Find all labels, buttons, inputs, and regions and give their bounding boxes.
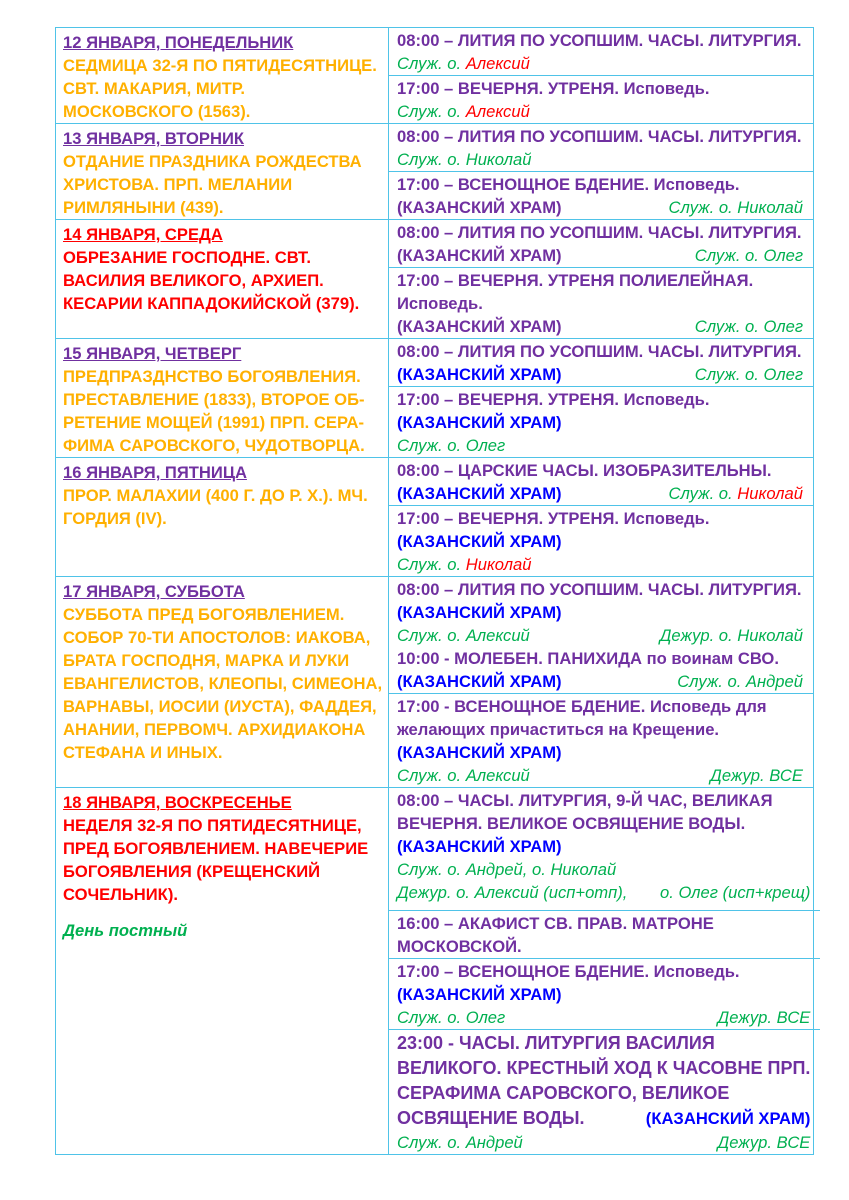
location: (КАЗАНСКИЙ ХРАМ) bbox=[397, 985, 562, 1004]
service-title: 08:00 – ЛИТИЯ ПО УСОПШИМ. ЧАСЫ. ЛИТУРГИЯ. bbox=[397, 31, 802, 50]
clergy-line bbox=[397, 1006, 820, 1029]
service-title: 08:00 – ЛИТИЯ ПО УСОПШИМ. ЧАСЫ. ЛИТУРГИЯ. bbox=[397, 342, 802, 361]
service bbox=[389, 28, 813, 75]
feast-line: СЕДМИЦА 32-Я ПО ПЯТИДЕСЯТНИЦЕ. bbox=[63, 56, 377, 75]
day-info bbox=[56, 220, 389, 338]
day-date: 16 ЯНВАРЯ, ПЯТНИЦА bbox=[63, 463, 247, 482]
location: (КАЗАНСКИЙ ХРАМ) bbox=[397, 837, 562, 856]
day-row bbox=[55, 339, 814, 458]
feast-line: ПРЕДПРАЗДНСТВО БОГОЯВЛЕНИЯ. bbox=[63, 367, 361, 386]
feast-line: СВТ. МАКАРИЯ, МИТР. bbox=[63, 79, 245, 98]
day-date: 18 ЯНВАРЯ, ВОСКРЕСЕНЬЕ bbox=[63, 793, 292, 812]
day-info bbox=[56, 577, 389, 787]
service-title: 17:00 - ВСЕНОЩНОЕ БДЕНИЕ. Исповедь для bbox=[397, 697, 767, 716]
service-title: 08:00 – ЛИТИЯ ПО УСОПШИМ. ЧАСЫ. ЛИТУРГИЯ. bbox=[397, 127, 802, 146]
day-info bbox=[56, 458, 389, 576]
day-info bbox=[56, 28, 389, 123]
service-title: 10:00 - МОЛЕБЕН. ПАНИХИДА по воинам СВО. bbox=[397, 649, 779, 668]
schedule-table bbox=[55, 27, 814, 1155]
service bbox=[389, 505, 813, 576]
feast-line: СУББОТА ПРЕД БОГОЯВЛЕНИЕМ. bbox=[63, 605, 345, 624]
clergy: Служ. о. Олег bbox=[694, 317, 803, 336]
location-line bbox=[397, 196, 813, 219]
day-row bbox=[55, 458, 814, 577]
day-date: 12 ЯНВАРЯ, ПОНЕДЕЛЬНИК bbox=[63, 33, 294, 52]
duty: о. Олег (исп+крещ) bbox=[660, 883, 811, 902]
feast-line: СОБОР 70-ТИ АПОСТОЛОВ: ИАКОВА, bbox=[63, 628, 371, 647]
clergy: Служ. о. Андрей bbox=[677, 672, 803, 691]
location: (КАЗАНСКИЙ ХРАМ) bbox=[397, 484, 562, 503]
day-date: 13 ЯНВАРЯ, ВТОРНИК bbox=[63, 129, 245, 148]
service bbox=[389, 171, 813, 219]
feast-line: РЕТЕНИЕ МОЩЕЙ (1991) ПРП. СЕРА- bbox=[63, 413, 365, 432]
feast-line: ВАСИЛИЯ ВЕЛИКОГО, АРХИЕП. bbox=[63, 271, 324, 290]
feast-line: ЕВАНГЕЛИСТОВ, КЛЕОПЫ, СИМЕОНА, bbox=[63, 674, 383, 693]
services bbox=[389, 124, 813, 219]
feast-line: ГОРДИЯ (IV). bbox=[63, 509, 167, 528]
clergy-line: Служ. о. Алексий bbox=[397, 54, 530, 73]
feast-line: РИМЛЯНЫНИ (439). bbox=[63, 198, 224, 217]
service-title: 17:00 – ВЕЧЕРНЯ. УТРЕНЯ. Исповедь. bbox=[397, 390, 710, 409]
clergy-line: Служ. о. Олег bbox=[397, 436, 506, 455]
service-title: СЕРАФИМА САРОВСКОГО, ВЕЛИКОЕ bbox=[397, 1083, 730, 1103]
clergy-line: Служ. о. Алексий bbox=[397, 102, 530, 121]
clergy-line: Служ. о. Николай bbox=[397, 150, 532, 169]
duty: Дежур. о. Алексий (исп+отп), bbox=[397, 883, 628, 902]
day-info bbox=[56, 788, 389, 1154]
feast-line: ХРИСТОВА. ПРП. МЕЛАНИИ bbox=[63, 175, 293, 194]
service-title: 17:00 – ВЕЧЕРНЯ. УТРЕНЯ. Исповедь. bbox=[397, 79, 710, 98]
service-title: ОСВЯЩЕНИЕ ВОДЫ. bbox=[397, 1108, 585, 1128]
location: (КАЗАНСКИЙ ХРАМ) bbox=[397, 365, 562, 384]
feast-line: ПРЕСТАВЛЕНИЕ (1833), ВТОРОЕ ОБ- bbox=[63, 390, 365, 409]
location: (КАЗАНСКИЙ ХРАМ) bbox=[397, 743, 562, 762]
feast-line: ПРЕД БОГОЯВЛЕНИЕМ. НАВЕЧЕРИЕ bbox=[63, 839, 369, 858]
service-title: МОСКОВСКОЙ. bbox=[397, 937, 522, 956]
service bbox=[389, 788, 820, 904]
feast-line: НЕДЕЛЯ 32-Я ПО ПЯТИДЕСЯТНИЦЕ, bbox=[63, 816, 362, 835]
service-title: 17:00 – ВСЕНОЩНОЕ БДЕНИЕ. Исповедь. bbox=[397, 962, 740, 981]
clergy: Служ. о. Николай bbox=[668, 198, 803, 217]
clergy: Служ. о. Алексий bbox=[397, 766, 530, 785]
feast-line: СОЧЕЛЬНИК). bbox=[63, 885, 178, 904]
clergy: Служ. о. Алексий bbox=[397, 626, 530, 645]
feast-line: МОСКОВСКОГО (1563). bbox=[63, 102, 251, 121]
service bbox=[389, 386, 813, 457]
clergy: Служ. о. Олег bbox=[694, 246, 803, 265]
day-date: 17 ЯНВАРЯ, СУББОТА bbox=[63, 582, 245, 601]
services bbox=[389, 28, 813, 123]
day-date: 15 ЯНВАРЯ, ЧЕТВЕРГ bbox=[63, 344, 242, 363]
day-row bbox=[55, 577, 814, 788]
day-row bbox=[55, 788, 814, 1155]
clergy-line bbox=[397, 1131, 820, 1154]
service bbox=[389, 220, 813, 267]
duty: Дежур. ВСЕ bbox=[717, 1008, 811, 1027]
service bbox=[389, 910, 820, 958]
feast-line: КЕСАРИИ КАППАДОКИЙСКОЙ (379). bbox=[63, 294, 360, 313]
service-title: 16:00 – АКАФИСТ СВ. ПРАВ. МАТРОНЕ bbox=[397, 914, 714, 933]
duty: Дежур. ВСЕ bbox=[710, 766, 803, 785]
service bbox=[389, 577, 813, 693]
day-row bbox=[55, 27, 814, 124]
feast-line: ОБРЕЗАНИЕ ГОСПОДНЕ. СВТ. bbox=[63, 248, 311, 267]
service-title: 17:00 – ВЕЧЕРНЯ. УТРЕНЯ. Исповедь. bbox=[397, 509, 710, 528]
location: (КАЗАНСКИЙ ХРАМ) bbox=[397, 603, 562, 622]
feast-line: БОГОЯВЛЕНИЯ (КРЕЩЕНСКИЙ bbox=[63, 862, 321, 881]
feast-line: СТЕФАНА И ИНЫХ. bbox=[63, 743, 223, 762]
day-row bbox=[55, 220, 814, 339]
service-title: 23:00 - ЧАСЫ. ЛИТУРГИЯ ВАСИЛИЯ bbox=[397, 1033, 715, 1053]
location: (КАЗАНСКИЙ ХРАМ) bbox=[397, 198, 562, 217]
services bbox=[389, 458, 813, 576]
feast-line: ФИМА САРОВСКОГО, ЧУДОТВОРЦА. bbox=[63, 436, 365, 455]
feast-line: АНАНИИ, ПЕРВОМЧ. АРХИДИАКОНА bbox=[63, 720, 366, 739]
location: (КАЗАНСКИЙ ХРАМ) bbox=[397, 246, 562, 265]
location-line bbox=[397, 363, 813, 386]
service-title: 08:00 – ЧАСЫ. ЛИТУРГИЯ, 9-Й ЧАС, ВЕЛИКАЯ bbox=[397, 791, 773, 810]
clergy: Служ. о. Олег bbox=[694, 365, 803, 384]
services bbox=[389, 788, 820, 1154]
service-title: 17:00 – ВЕЧЕРНЯ. УТРЕНЯ ПОЛИЕЛЕЙНАЯ. bbox=[397, 271, 754, 290]
services bbox=[389, 577, 813, 787]
feast-line: БРАТА ГОСПОДНЯ, МАРКА И ЛУКИ bbox=[63, 651, 350, 670]
duty: Дежур. ВСЕ bbox=[717, 1133, 811, 1152]
service bbox=[389, 75, 813, 123]
fast-day-note: День постный bbox=[63, 921, 188, 940]
service bbox=[389, 339, 813, 386]
location-line bbox=[397, 315, 813, 338]
clergy-line bbox=[397, 624, 813, 647]
service-title: желающих причаститься на Крещение. bbox=[397, 720, 720, 739]
location-line bbox=[397, 1106, 820, 1131]
location: (КАЗАНСКИЙ ХРАМ) bbox=[397, 672, 562, 691]
services bbox=[389, 339, 813, 457]
service-title: 08:00 – ЛИТИЯ ПО УСОПШИМ. ЧАСЫ. ЛИТУРГИЯ. bbox=[397, 223, 802, 242]
feast-line: ВАРНАВЫ, ИОСИИ (ИУСТА), ФАДДЕЯ, bbox=[63, 697, 377, 716]
clergy: Служ. о. Олег bbox=[397, 1008, 506, 1027]
day-info bbox=[56, 339, 389, 457]
feast-line: ОТДАНИЕ ПРАЗДНИКА РОЖДЕСТВА bbox=[63, 152, 362, 171]
service-title: 08:00 – ЛИТИЯ ПО УСОПШИМ. ЧАСЫ. ЛИТУРГИЯ. bbox=[397, 580, 802, 599]
service-title: ВЕЧЕРНЯ. ВЕЛИКОЕ ОСВЯЩЕНИЕ ВОДЫ. bbox=[397, 814, 746, 833]
clergy-line: Служ. о. Николай bbox=[397, 555, 532, 574]
location-line bbox=[397, 244, 813, 267]
service bbox=[389, 1029, 820, 1154]
location-line bbox=[397, 670, 813, 693]
service-title: 08:00 – ЦАРСКИЕ ЧАСЫ. ИЗОБРАЗИТЕЛЬНЫ. bbox=[397, 461, 772, 480]
service bbox=[389, 124, 813, 171]
feast-line: ПРОР. МАЛАХИИ (400 Г. ДО Р. Х.). МЧ. bbox=[63, 486, 368, 505]
service-title: Исповедь. bbox=[397, 294, 483, 313]
duty-line bbox=[397, 881, 820, 904]
day-info bbox=[56, 124, 389, 219]
service bbox=[389, 267, 813, 338]
clergy-line bbox=[397, 764, 813, 787]
clergy: Служ. о. Николай bbox=[668, 484, 803, 503]
service-title: 17:00 – ВСЕНОЩНОЕ БДЕНИЕ. Исповедь. bbox=[397, 175, 740, 194]
clergy: Служ. о. Андрей bbox=[397, 1133, 523, 1152]
duty: Дежур. о. Николай bbox=[659, 626, 803, 645]
day-date: 14 ЯНВАРЯ, СРЕДА bbox=[63, 225, 223, 244]
location-line bbox=[397, 482, 813, 505]
location: (КАЗАНСКИЙ ХРАМ) bbox=[645, 1109, 811, 1128]
service bbox=[389, 693, 813, 787]
location: (КАЗАНСКИЙ ХРАМ) bbox=[397, 532, 562, 551]
service bbox=[389, 958, 820, 1029]
location: (КАЗАНСКИЙ ХРАМ) bbox=[397, 413, 562, 432]
location: (КАЗАНСКИЙ ХРАМ) bbox=[397, 317, 562, 336]
services bbox=[389, 220, 813, 338]
day-row bbox=[55, 124, 814, 220]
clergy-line: Служ. о. Андрей, о. Николай bbox=[397, 860, 617, 879]
service-title: ВЕЛИКОГО. КРЕСТНЫЙ ХОД К ЧАСОВНЕ ПРП. bbox=[397, 1058, 811, 1078]
service bbox=[389, 458, 813, 505]
